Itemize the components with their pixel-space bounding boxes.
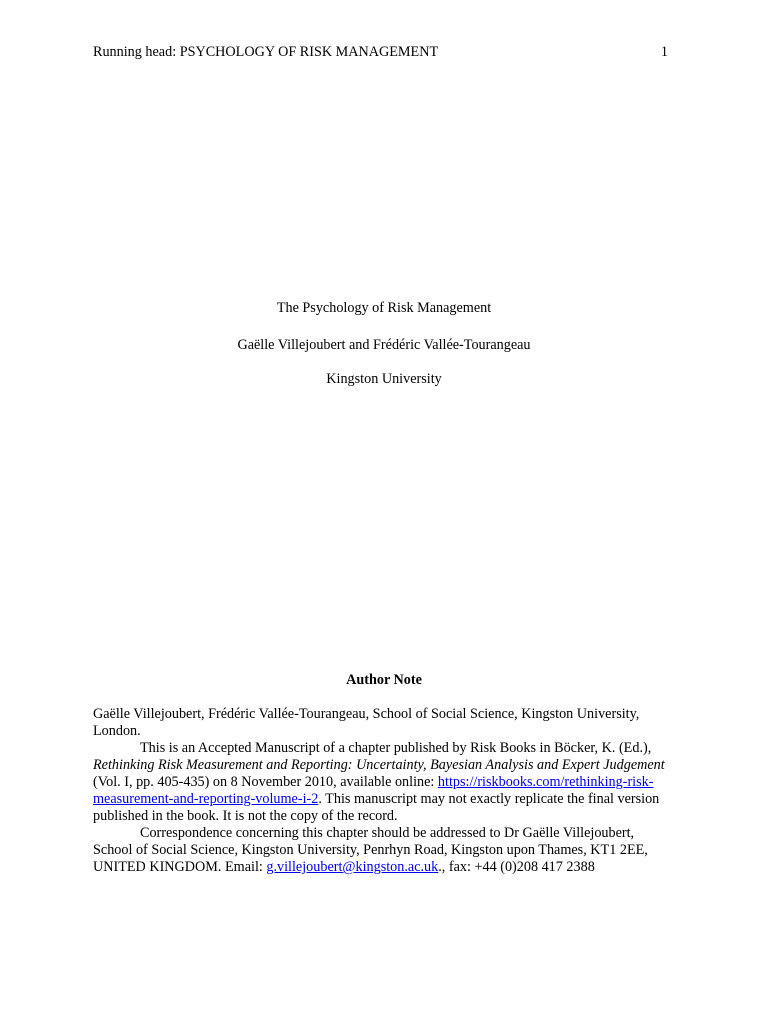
document-title: The Psychology of Risk Management <box>276 300 492 316</box>
affiliation-text: Gaëlle Villejoubert, Frédéric Vallée-Tourangeau, School of Social Science, Kingston University, London. <box>93 706 640 739</box>
running-head: Running head: PSYCHOLOGY OF RISK MANAGEMENT <box>93 44 439 60</box>
manuscript-intro-text: This is an Accepted Manuscript of a chapter published by Risk Books in Böcker, K. (Ed.), <box>140 740 652 756</box>
correspondence-paragraph <box>93 825 673 876</box>
author-note-heading: Author Note <box>346 672 422 688</box>
author-names: Gaëlle Villejoubert and Frédéric Vallée-Tourangeau <box>237 337 531 353</box>
correspondence-text: Correspondence concerning this chapter should be addressed to Dr Gaëlle Villejoubert, School of Social Science, Kingston University, Penrhyn Road, Kingston upon Thames, KT1 2EE, UNITED KINGDOM. Email: <box>93 825 648 875</box>
manuscript-disclaimer-text: . This manuscript may not exactly replicate the final version published in the book. It is not the copy of the record. <box>93 791 660 824</box>
book-details-text: (Vol. I, pp. 405-435) on 8 November 2010, available online: <box>93 774 435 790</box>
book-url-link[interactable]: https://riskbooks.com/rethinking-risk-measurement-and-reporting-volume-i-2 <box>93 774 654 807</box>
page-number: 1 <box>660 44 668 60</box>
fax-text: ., fax: +44 (0)208 417 2388 <box>438 859 595 875</box>
email-link[interactable]: g.villejoubert@kingston.ac.uk <box>266 859 439 875</box>
institution-affiliation: Kingston University <box>326 371 442 387</box>
book-title-text: Rethinking Risk Measurement and Reporting: Uncertainty, Bayesian Analysis and Expert Judgement <box>93 757 665 773</box>
manuscript-paragraph <box>93 740 673 825</box>
affiliation-paragraph <box>93 706 673 740</box>
author-note-body <box>93 706 673 876</box>
